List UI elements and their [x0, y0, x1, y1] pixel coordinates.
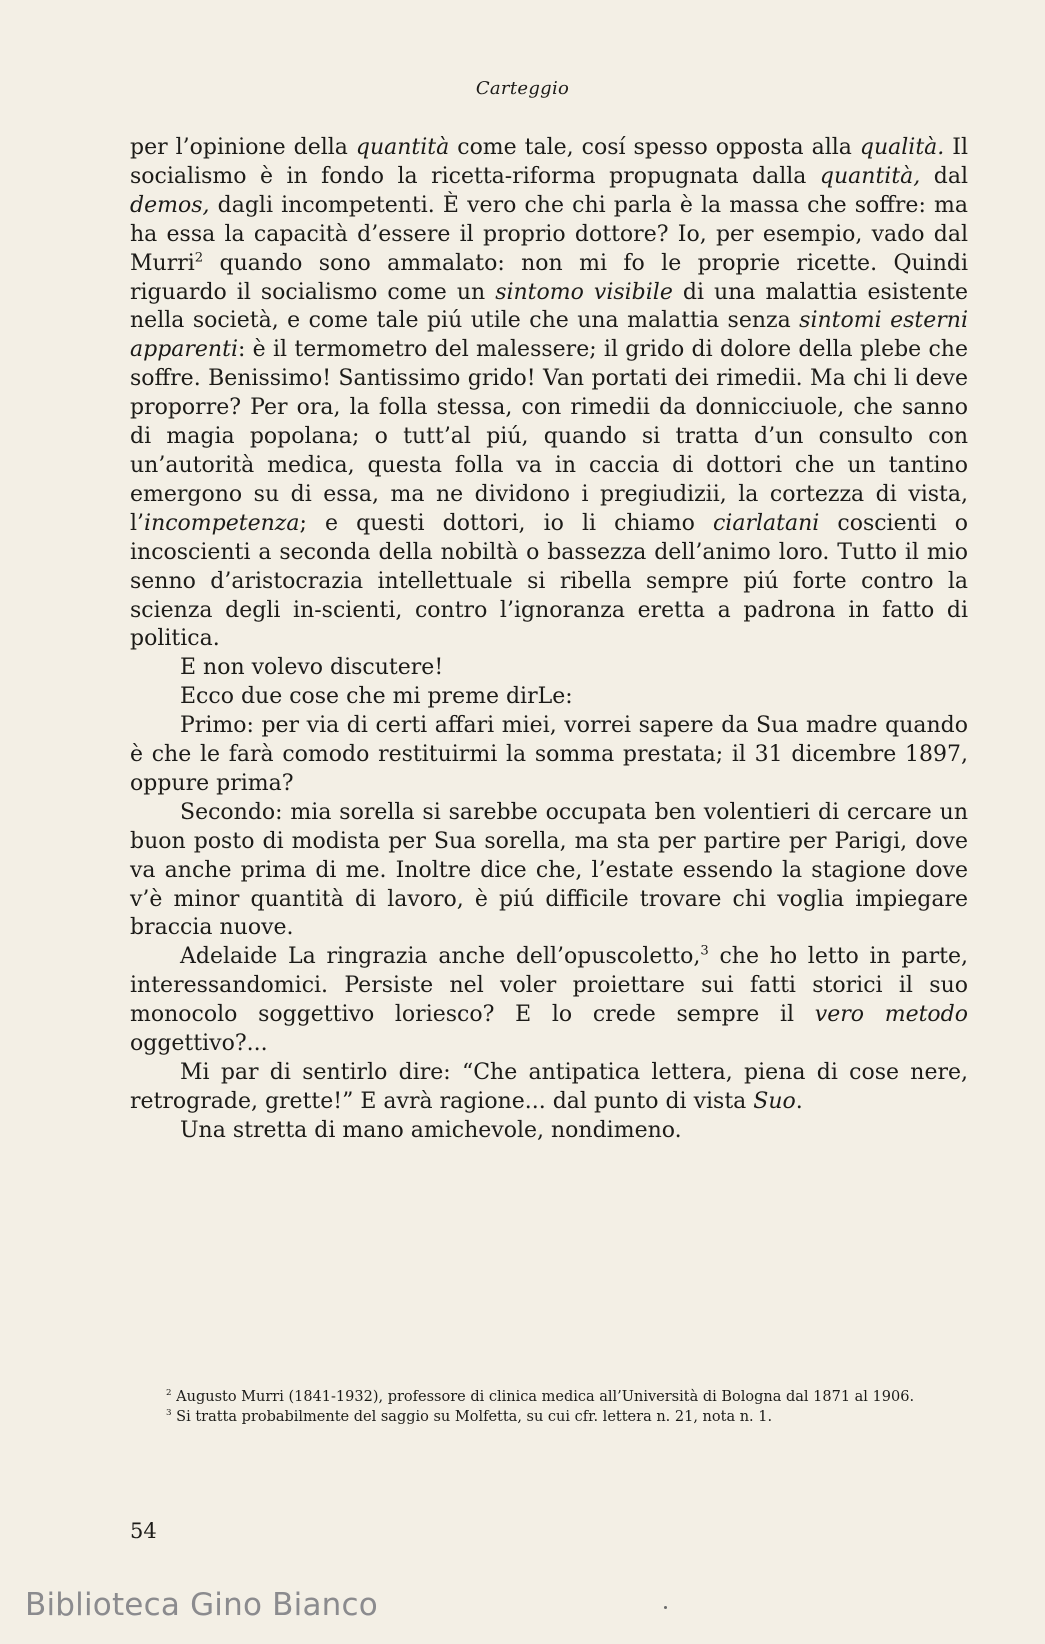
footnote-3: $^3$ Si tratta probabilmente del saggio su Molfetta, su cui cfr. lettera n. 21, nota n. 1.	[166, 1408, 773, 1425]
paragraph-4: Primo: per via di certi affari miei, vorrei sapere da Sua madre quando è che le farà comodo restituirmi la somma prestata; il 31 dicembre 1897, oppure prima?	[130, 713, 968, 796]
paragraph-7: Mi par di sentirlo dire: “Che antipatica lettera, piena di cose nere, retrograde, grette!” E avrà ragione... dal punto di vista Suo.	[130, 1060, 968, 1114]
footnote-ref-2: 2	[194, 250, 204, 266]
paragraph-6: Adelaide La ringrazia anche dell’opuscoletto,$^3$ che ho letto in parte, interessandomici. Persiste nel voler proiettare sui fatti storici il suo monocolo soggettivo loriesco? E lo crede sempre il vero metodo oggettivo?...	[130, 944, 969, 1057]
footnote-ref-3: 3	[700, 944, 709, 960]
footnote-2: $^2$ Augusto Murri (1841-1932), professore di clinica medica all’Università di Bologna dal 1871 al 1906.	[166, 1388, 915, 1405]
speck-dot	[664, 1606, 667, 1609]
library-watermark: Biblioteca Gino Bianco	[25, 1587, 378, 1623]
running-head: Carteggio	[475, 78, 570, 99]
footnotes	[130, 1388, 968, 1428]
paragraph-2: E non volevo discutere!	[180, 655, 444, 681]
paragraph-8: Una stretta di mano amichevole, nondimeno.	[180, 1117, 682, 1143]
paragraph-3: Ecco due cose che mi preme dirLe:	[180, 684, 573, 710]
letter-body	[130, 134, 968, 1146]
page-number: 54	[130, 1519, 157, 1543]
paragraph-5: Secondo: mia sorella si sarebbe occupata ben volentieri di cercare un buon posto di modista per Sua sorella, ma sta per partire per Parigi, dove va anche prima di me. Inoltre dice che, l’estate essendo la stagione dove v’è minor quantità di lavoro, è piú difficile trovare chi voglia impiegare braccia nuove.	[130, 799, 968, 941]
paragraph-1: per l’opinione della quantità come tale, cosí spesso opposta alla qualità. Il socialismo è in fondo la ricetta-riforma propugnata dalla quantità, dal demos, dagli incompetenti. È vero che chi parla è la massa che soffre: ma ha essa la capacità d’essere il proprio dottore? Io, per esempio, vado dal Murri$^2$ quando sono ammalato: non mi fo le proprie ricette. Quindi riguardo il socialismo come un sintomo visibile di una malattia esistente nella società, e come tale piú utile che una malattia senza sintomi esterni apparenti: è il termometro del malessere; il grido di dolore della plebe che soffre. Benissimo! Santissimo grido! Van portati dei rimedii. Ma chi li deve proporre? Per ora, la folla stessa, con rimedii da donnicciuole, che sanno di magia popolana; o tutt’al piú, quando si tratta d’un consulto con un’autorità medica, questa folla va in caccia di dottori che un tantino emergono su di essa, ma ne dividono i pregiudizii, la cortezza di vista, l’incompetenza; e questi dottori, io li chiamo ciarlatani coscienti o incoscienti a seconda della nobiltà o bassezza dell’animo loro. Tutto il mio senno d’aristocrazia intellettuale si ribella sempre piú forte contro la scienza degli in-scienti, contro l’ignoranza eretta a padrona in fatto di politica.	[130, 135, 968, 652]
